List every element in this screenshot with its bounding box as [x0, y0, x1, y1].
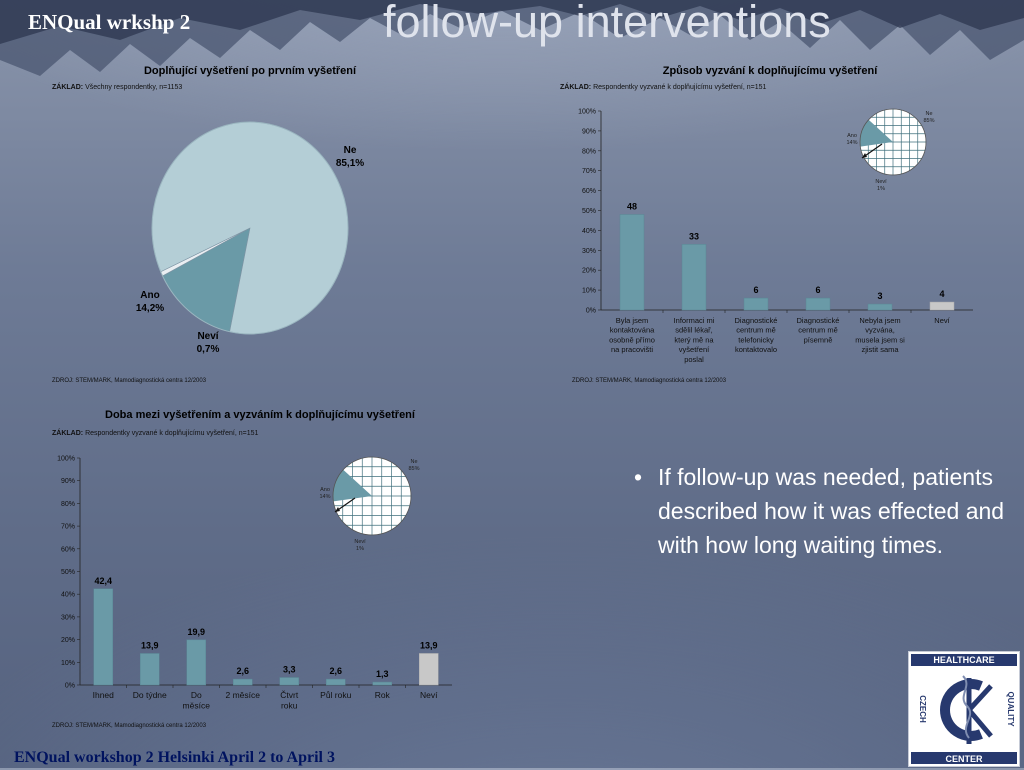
- chart3-category-label: 2 měsíce: [225, 690, 260, 700]
- chart1-title: Doplňující vyšetření po prvním vyšetření: [143, 65, 357, 77]
- chart2-y-tick-label: 20%: [581, 267, 596, 275]
- chart2-category-label: Byla jsem kontaktována osobně přímo na pracovišti: [609, 316, 655, 355]
- chart2-value-label: 6: [753, 285, 759, 296]
- chart3-source: ZDROJ: STEM/MARK, Mamodiagnostická centra 12/2003: [52, 723, 207, 729]
- chart2-y-tick-label: 90%: [581, 128, 596, 136]
- chart2-bar: [930, 302, 954, 310]
- chart3-value-label: 2,6: [236, 666, 250, 677]
- chart3-value-label: 3,3: [282, 664, 296, 675]
- chart3-base-text: Respondentky vyzvané k doplňujícímu vyšetření, n=151: [85, 430, 259, 437]
- chart3-bar: [326, 679, 345, 685]
- deck-title: ENQual wrkshp 2: [28, 10, 191, 34]
- chart2-value-label: 6: [815, 285, 821, 296]
- chart3-inset-pie-value-ano: 14%: [319, 494, 331, 500]
- chart3-bar: [280, 678, 299, 685]
- chart2-y-tick-label: 80%: [581, 148, 596, 156]
- chart3-bars: [40, 446, 470, 721]
- logo-left-text: CZECH: [918, 695, 927, 723]
- chart2-inset-pie-value-ano: 14%: [846, 140, 858, 146]
- chart3-inset-pie-label-nevi: Neví: [354, 539, 366, 545]
- chart3-y-tick-label: 30%: [60, 614, 75, 622]
- chart3-y-tick-label: 0%: [64, 682, 75, 690]
- chart2-y-tick-label: 100%: [578, 108, 596, 116]
- chart2-source: ZDROJ: STEM/MARK, Mamodiagnostická centra 12/2003: [572, 378, 727, 384]
- chart3-y-tick-label: 80%: [60, 500, 75, 508]
- chart3-value-label: 2,6: [329, 666, 343, 677]
- chart2-value-label: 3: [877, 291, 883, 302]
- chart2-inset-pie-label-ano: Ano: [847, 133, 857, 139]
- chart2-inset-pie-label-ne: Ne: [925, 111, 933, 117]
- chart2-inset-pie-value-nevi: 1%: [877, 186, 885, 192]
- chart2-category-label: Nebyla jsem vyzvána, musela jsem si zjistit sama: [855, 316, 905, 355]
- chart3-bar: [140, 653, 159, 685]
- chart3-category-label: Čtvrt roku: [280, 690, 299, 711]
- bullet-point: [634, 460, 1009, 562]
- chart3-value-label: 19,9: [187, 626, 206, 637]
- pie1-value-nevi: 0,7%: [196, 344, 220, 355]
- chart3-y-tick-label: 50%: [60, 569, 75, 576]
- chart3-category-label: Do týdne: [132, 690, 167, 700]
- chart2-y-tick-label: 0%: [585, 307, 596, 315]
- chart3-bar: [94, 589, 113, 685]
- chart3-category-label: Do měsíce: [182, 690, 210, 711]
- chart3-y-tick-label: 20%: [60, 637, 75, 645]
- chart3-bar: [233, 679, 252, 685]
- pie1-label-ne: Ne: [343, 145, 357, 156]
- chart2-y-tick-label: 70%: [581, 168, 596, 176]
- chart3-y-tick-label: 90%: [60, 478, 75, 486]
- pie1-value-ano: 14,2%: [135, 303, 165, 314]
- chart2-base-text: Respondentky vyzvané k doplňujícímu vyšetření, n=151: [593, 84, 767, 91]
- bullet-dot-icon: •: [634, 464, 643, 490]
- chart2-value-label: 48: [626, 201, 638, 212]
- chart2-bar: [682, 244, 706, 310]
- chart2-y-tick-label: 60%: [581, 188, 596, 196]
- logo-top-text: HEALTHCARE: [933, 655, 995, 665]
- chart2-bar: [620, 214, 644, 310]
- chart3-inset-pie-label-ne: Ne: [410, 459, 418, 465]
- chart2-category-label: Diagnostické centrum mě písemně: [796, 316, 840, 345]
- chart3-base: [52, 430, 258, 437]
- chart3-category-label: Rok: [374, 690, 390, 700]
- chart3-bar: [187, 640, 206, 685]
- chart2-title: Způsob vyzvání k doplňujícímu vyšetření: [662, 65, 878, 77]
- chart2-y-tick-label: 40%: [581, 227, 596, 235]
- chart2-bar: [868, 304, 892, 310]
- chart2-bars: [555, 100, 975, 375]
- pie1-label-nevi: Neví: [197, 331, 219, 342]
- chart2-base-label: ZÁKLAD:: [560, 84, 592, 91]
- chart3-value-label: 13,9: [140, 640, 159, 651]
- chart2-y-tick-label: 30%: [581, 247, 596, 255]
- chart3-inset-pie-value-nevi: 1%: [356, 546, 364, 552]
- chart3-y-tick-label: 100%: [57, 455, 75, 463]
- chart2-category-label: Diagnostické centrum mě telefonicky kontaktovalo: [734, 316, 778, 355]
- chart3-inset-pie-label-ano: Ano: [320, 487, 330, 493]
- chart2-inset-pie-label-nevi: Neví: [875, 179, 887, 185]
- chart1-base-text: Všechny respondentky, n=1153: [85, 84, 183, 91]
- chart3-y-tick-label: 10%: [60, 659, 75, 667]
- chart2-y-tick-label: 50%: [581, 208, 596, 215]
- slide-title: follow-up interventions: [383, 0, 831, 47]
- chart2-y-tick-label: 10%: [581, 287, 596, 295]
- chart3-bar: [373, 682, 392, 685]
- chart3-value-label: 1,3: [375, 669, 389, 680]
- chart2-category-label: Informaci mi sdělil lékař, který mě na vyšetření poslal: [673, 316, 715, 364]
- chart3-category-label: Půl roku: [320, 690, 352, 700]
- chart3-category-label: Neví: [420, 690, 438, 700]
- chart2-value-label: 33: [688, 231, 700, 242]
- chart3-y-tick-label: 70%: [60, 523, 75, 531]
- bullet-text: If follow-up was needed, patients described how it was effected and with how long waiting times.: [658, 464, 1005, 558]
- chart2-bar: [806, 298, 830, 310]
- chart3-y-tick-label: 40%: [60, 591, 75, 599]
- chart1-base: [52, 84, 182, 91]
- chart3-inset-pie-value-ne: 85%: [408, 466, 420, 472]
- pie1-label-ano: Ano: [140, 290, 160, 301]
- chart2-bar: [744, 298, 768, 310]
- chart3-value-label: 42,4: [94, 575, 113, 586]
- chart2-inset-pie-value-ne: 85%: [923, 118, 935, 124]
- chart3-y-tick-label: 60%: [60, 546, 75, 554]
- chart3-value-label: 13,9: [419, 640, 438, 651]
- healthcare-quality-logo: [908, 651, 1020, 767]
- chart2-value-label: 4: [939, 289, 945, 300]
- chart1-base-label: ZÁKLAD:: [52, 84, 84, 91]
- chart3-base-label: ZÁKLAD:: [52, 430, 84, 437]
- chart3-bar: [419, 653, 438, 685]
- footer-text: ENQual workshop 2 Helsinki April 2 to April 3: [14, 749, 335, 766]
- pie1-value-ne: 85,1%: [335, 158, 365, 169]
- chart2-category-label: Neví: [934, 316, 950, 325]
- chart3-title: Doba mezi vyšetřením a vyzváním k doplňujícímu vyšetření: [105, 409, 415, 421]
- chart3-category-label: Ihned: [92, 690, 114, 700]
- chart1-pie: [100, 110, 420, 370]
- chart1-source: ZDROJ: STEM/MARK, Mamodiagnostická centra 12/2003: [52, 378, 207, 384]
- chart2-base: [560, 84, 766, 91]
- logo-bottom-text: CENTER: [945, 754, 983, 764]
- logo-right-text: QUALITY: [1006, 691, 1015, 727]
